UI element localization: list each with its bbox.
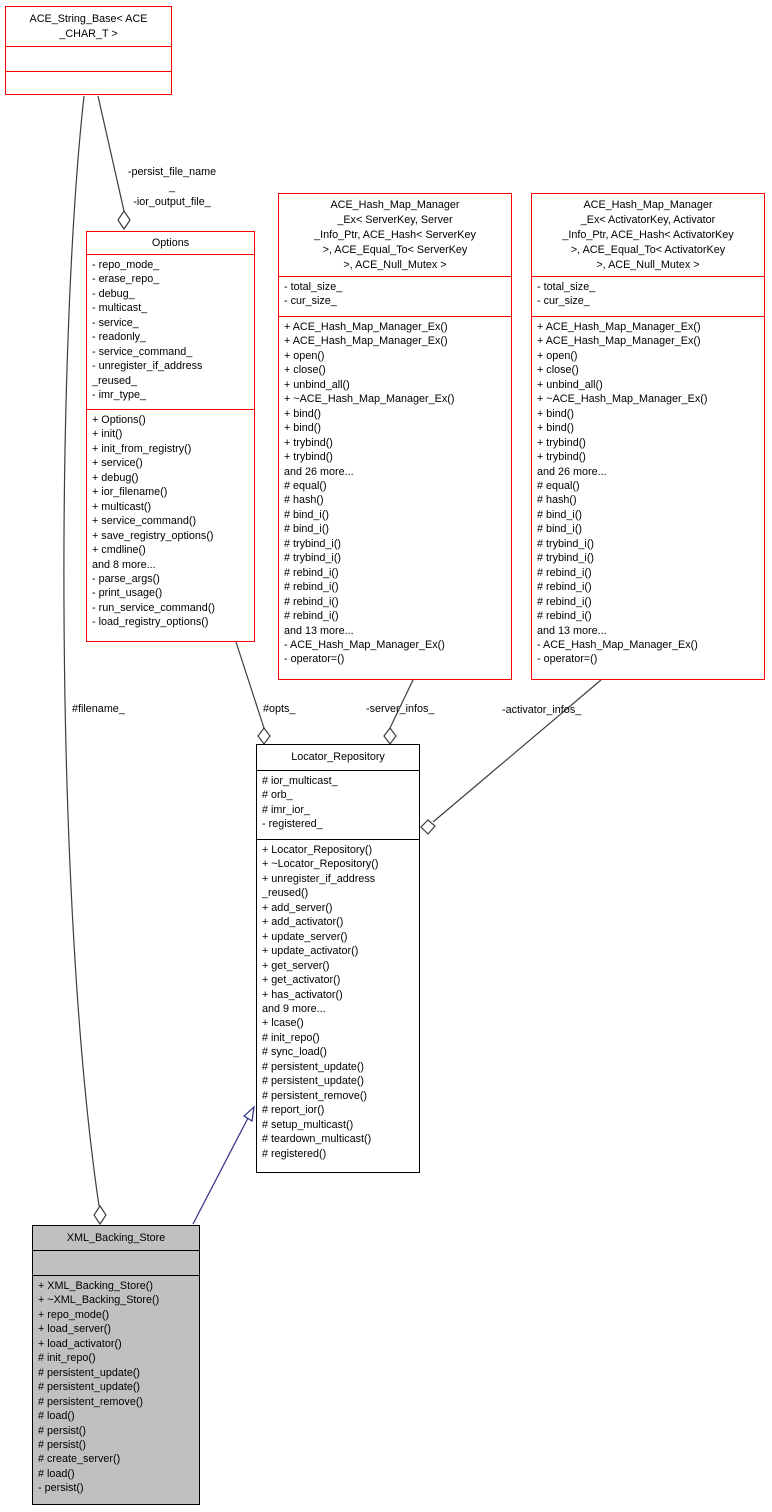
class-title <box>279 194 511 276</box>
edge-label-opts: #opts_ <box>263 703 296 715</box>
aggregation-diamond-xml <box>94 1206 106 1224</box>
member-row: + trybind() <box>537 436 586 449</box>
member-row: - erase_repo_ <box>92 273 160 286</box>
member-row: # persist() <box>38 1438 86 1451</box>
class-hash-map-manager-activator[interactable] <box>531 193 765 680</box>
member-row: # init_repo() <box>38 1352 96 1365</box>
member-row: - unregister_if_address <box>92 360 203 373</box>
member-row: + init() <box>92 428 123 441</box>
member-row: + unregister_if_address <box>262 872 376 885</box>
attributes-compartment <box>532 276 764 316</box>
attributes-compartment <box>87 254 254 409</box>
member-row: - service_ <box>92 316 139 329</box>
member-row: - cur_size_ <box>537 295 590 308</box>
edge-aggregation-opts <box>236 642 264 728</box>
member-row: - service_command_ <box>92 345 193 358</box>
attributes-compartment <box>279 276 511 316</box>
member-row: # rebind_i() <box>537 581 592 594</box>
member-row: + unbind_all() <box>537 378 603 391</box>
class-title <box>87 232 254 254</box>
class-title-line: _CHAR_T > <box>59 27 118 40</box>
class-title <box>532 194 764 276</box>
member-row: + ~ACE_Hash_Map_Manager_Ex() <box>537 393 708 406</box>
member-row: + save_registry_options() <box>92 529 214 542</box>
member-row: + Options() <box>92 414 146 426</box>
member-row: # bind_i() <box>284 508 330 521</box>
class-title-line: ACE_String_Base< ACE <box>29 12 148 25</box>
methods-compartment <box>33 1275 199 1506</box>
member-row: + unbind_all() <box>284 378 350 391</box>
member-row: + bind() <box>284 407 321 420</box>
member-row: + load_activator() <box>38 1337 122 1350</box>
member-row: # bind_i() <box>537 508 583 521</box>
class-xml-backing-store <box>32 1225 200 1505</box>
member-row: # persistent_update() <box>38 1381 141 1394</box>
member-row: # create_server() <box>38 1453 121 1466</box>
edge-label-filename: #filename_ <box>72 703 125 715</box>
attributes-compartment <box>257 770 419 839</box>
class-locator-repository[interactable] <box>256 744 420 1173</box>
member-row: + XML_Backing_Store() <box>38 1280 153 1292</box>
attributes-compartment <box>6 46 171 71</box>
class-title <box>6 7 171 46</box>
member-row: + open() <box>284 349 325 362</box>
member-row: # rebind_i() <box>537 610 592 623</box>
edge-label-line: -ior_output_file_ <box>133 196 211 208</box>
methods-compartment <box>87 409 254 643</box>
member-row: # rebind_i() <box>537 595 592 608</box>
member-row: + bind() <box>537 407 574 420</box>
member-row: - operator=() <box>537 653 598 666</box>
member-row: and 9 more... <box>262 1002 326 1015</box>
member-row: # trybind_i() <box>284 537 342 550</box>
member-row: + ~Locator_Repository() <box>262 858 379 871</box>
member-row: # rebind_i() <box>537 566 592 579</box>
member-row: # persistent_update() <box>262 1060 365 1073</box>
class-title-line: >, ACE_Equal_To< ServerKey <box>322 243 468 256</box>
member-row: # rebind_i() <box>284 610 339 623</box>
member-row: + update_server() <box>262 930 348 943</box>
member-row: # trybind_i() <box>537 552 595 565</box>
member-row: + ACE_Hash_Map_Manager_Ex() <box>284 335 448 348</box>
class-title-line: _Ex< ActivatorKey, Activator <box>580 213 716 226</box>
member-row: + debug() <box>92 471 139 484</box>
member-row: + trybind() <box>537 451 586 464</box>
member-row: and 13 more... <box>284 624 354 637</box>
edge-label-line: -persist_file_name <box>127 166 217 178</box>
member-row: # rebind_i() <box>284 566 339 579</box>
member-row: - multicast_ <box>92 302 148 315</box>
member-row: and 26 more... <box>537 465 607 478</box>
edge-label-activator-infos: -activator_infos_ <box>502 704 582 716</box>
member-row: _reused() <box>262 887 309 900</box>
member-row: - load_registry_options() <box>92 616 209 629</box>
class-title-line: XML_Backing_Store <box>66 1231 166 1244</box>
member-row: # persistent_update() <box>262 1075 365 1088</box>
member-row: + bind() <box>284 422 321 435</box>
class-title-line: ACE_Hash_Map_Manager <box>330 198 460 211</box>
member-row: + add_server() <box>262 901 333 914</box>
member-row: + init_from_registry() <box>92 442 192 455</box>
member-row: # report_ior() <box>262 1104 325 1117</box>
class-title-line: _Ex< ServerKey, Server <box>337 213 453 226</box>
class-title-line: >, ACE_Equal_To< ActivatorKey <box>570 243 726 256</box>
member-row: # orb_ <box>262 789 293 802</box>
member-row: + close() <box>537 364 579 377</box>
member-row: + repo_mode() <box>38 1308 110 1321</box>
member-row: # persistent_remove() <box>262 1089 368 1102</box>
member-row: # hash() <box>537 494 577 507</box>
member-row: # bind_i() <box>537 523 583 536</box>
edge-aggregation-activator-infos <box>433 680 601 822</box>
member-row: # equal() <box>284 479 327 492</box>
class-title-line: >, ACE_Null_Mutex > <box>596 258 700 271</box>
class-title-line: Options <box>151 236 190 249</box>
member-row: # load() <box>38 1467 75 1480</box>
member-row: + cmdline() <box>92 544 146 557</box>
member-row: + get_server() <box>262 959 330 972</box>
member-row: # persist() <box>38 1424 86 1437</box>
member-row: - print_usage() <box>92 587 163 600</box>
member-row: + lcase() <box>262 1017 304 1030</box>
member-row: + Locator_Repository() <box>262 844 373 856</box>
class-title-line: ACE_Hash_Map_Manager <box>583 198 713 211</box>
class-title-line: Locator_Repository <box>291 751 385 763</box>
member-row: and 13 more... <box>537 624 607 637</box>
member-row: # sync_load() <box>262 1046 327 1059</box>
member-row: - parse_args() <box>92 572 160 585</box>
member-row: - total_size_ <box>284 281 343 293</box>
member-row: _reused_ <box>92 374 138 387</box>
member-row: # persistent_remove() <box>38 1395 144 1408</box>
member-row: and 26 more... <box>284 465 354 478</box>
member-row: + trybind() <box>284 436 333 449</box>
member-row: # trybind_i() <box>284 552 342 565</box>
member-row: # load() <box>38 1410 75 1423</box>
member-row: # setup_multicast() <box>262 1118 354 1131</box>
class-title-line: >, ACE_Null_Mutex > <box>343 258 447 271</box>
member-row: - ACE_Hash_Map_Manager_Ex() <box>537 638 698 651</box>
aggregation-diamond-activator-infos <box>421 820 435 834</box>
member-row: + update_activator() <box>262 945 359 958</box>
member-row: - readonly_ <box>92 331 147 344</box>
member-row: - registered_ <box>262 818 323 831</box>
member-row: + service_command() <box>92 515 197 528</box>
class-title <box>257 745 419 770</box>
class-title <box>33 1226 199 1250</box>
member-row: # init_repo() <box>262 1031 320 1044</box>
class-hash-map-manager-server[interactable] <box>278 193 512 680</box>
member-row: + get_activator() <box>262 974 341 987</box>
member-row: + ior_filename() <box>92 486 168 499</box>
member-row: + ~ACE_Hash_Map_Manager_Ex() <box>284 393 455 406</box>
member-row: # ior_multicast_ <box>262 775 338 787</box>
class-options[interactable] <box>86 231 255 642</box>
edge-inheritance <box>193 1118 248 1224</box>
member-row: + ~XML_Backing_Store() <box>38 1294 160 1307</box>
inheritance-arrowhead <box>244 1107 254 1121</box>
member-row: - run_service_command() <box>92 601 216 614</box>
member-row: - repo_mode_ <box>92 259 160 271</box>
member-row: + load_server() <box>38 1323 111 1336</box>
member-row: - persist() <box>38 1482 84 1495</box>
class-ace-string-base[interactable] <box>5 6 172 95</box>
member-row: + bind() <box>537 422 574 435</box>
member-row: + multicast() <box>92 500 152 513</box>
aggregation-diamond-options <box>118 211 130 229</box>
edge-label-persist-ior <box>110 120 234 210</box>
edge-label-server-infos: -server_infos_ <box>366 703 435 715</box>
methods-compartment <box>279 316 511 681</box>
member-row: + close() <box>284 364 326 377</box>
member-row: - operator=() <box>284 653 345 666</box>
member-row: + ACE_Hash_Map_Manager_Ex() <box>284 321 448 333</box>
member-row: # rebind_i() <box>284 581 339 594</box>
member-row: - cur_size_ <box>284 295 337 308</box>
methods-compartment <box>6 71 171 95</box>
member-row: # teardown_multicast() <box>262 1133 372 1146</box>
member-row: # hash() <box>284 494 324 507</box>
member-row: + trybind() <box>284 451 333 464</box>
member-row: # rebind_i() <box>284 595 339 608</box>
edge-label-line: _ <box>168 181 175 193</box>
aggregation-diamond-opts <box>258 728 270 744</box>
member-row: # bind_i() <box>284 523 330 536</box>
member-row: + service() <box>92 457 143 470</box>
methods-compartment <box>257 839 419 1174</box>
methods-compartment <box>532 316 764 681</box>
member-row: + open() <box>537 349 578 362</box>
class-title-line: _Info_Ptr, ACE_Hash< ServerKey <box>314 228 476 241</box>
member-row: - debug_ <box>92 287 135 300</box>
attributes-compartment <box>33 1250 199 1275</box>
member-row: # registered() <box>262 1147 327 1160</box>
class-title-line: _Info_Ptr, ACE_Hash< ActivatorKey <box>562 228 734 241</box>
member-row: + add_activator() <box>262 916 344 929</box>
member-row: + ACE_Hash_Map_Manager_Ex() <box>537 335 701 348</box>
member-row: + has_activator() <box>262 988 343 1001</box>
member-row: - total_size_ <box>537 281 596 293</box>
member-row: - imr_type_ <box>92 389 147 402</box>
member-row: + ACE_Hash_Map_Manager_Ex() <box>537 321 701 333</box>
member-row: # equal() <box>537 479 580 492</box>
aggregation-diamond-server-infos <box>384 728 396 744</box>
member-row: - ACE_Hash_Map_Manager_Ex() <box>284 638 445 651</box>
member-row: and 8 more... <box>92 558 156 571</box>
member-row: # imr_ior_ <box>262 803 311 816</box>
member-row: # persistent_update() <box>38 1366 141 1379</box>
member-row: # trybind_i() <box>537 537 595 550</box>
